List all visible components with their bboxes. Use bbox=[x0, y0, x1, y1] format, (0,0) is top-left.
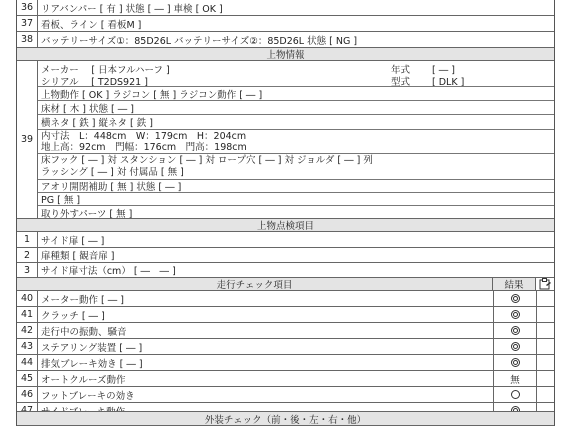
row-text: 看板、ライン [ 看板M ] bbox=[41, 19, 142, 31]
row-text: メーター動作 [ ― ] bbox=[38, 291, 494, 306]
circle-icon bbox=[511, 390, 520, 399]
year-field: 年式 [ ― ] bbox=[391, 65, 455, 76]
list-item bbox=[17, 16, 554, 32]
list-item bbox=[17, 263, 554, 278]
row-number: 37 bbox=[17, 16, 38, 31]
row-text: 排気ブレーキ効き [ ― ] bbox=[38, 355, 494, 370]
section-header-inspect bbox=[17, 219, 554, 232]
row-text: フットブレーキの効き bbox=[38, 387, 494, 402]
list-item bbox=[17, 371, 554, 387]
row-number: 2 bbox=[17, 248, 38, 262]
row-text: リアバンパー [ 有 ] 状態 [ ― ] 車検 [ OK ] bbox=[41, 3, 223, 15]
result-cell bbox=[494, 323, 537, 338]
model-field: 型式 [ DLK ] bbox=[391, 77, 465, 87]
list-item bbox=[17, 248, 554, 263]
result-cell bbox=[494, 291, 537, 306]
list-item bbox=[17, 291, 554, 307]
result-cell bbox=[494, 355, 537, 370]
result-text: 無 bbox=[494, 371, 537, 386]
row-text: クラッチ [ ― ] bbox=[38, 307, 494, 322]
row-number: 42 bbox=[17, 323, 38, 338]
row-number: 44 bbox=[17, 355, 38, 370]
row-text: サイド扉寸法（cm） [ ― ― ] bbox=[41, 266, 176, 277]
dims-cell bbox=[38, 130, 554, 154]
row-number: 40 bbox=[17, 291, 38, 306]
list-item bbox=[17, 323, 554, 339]
row-number: 1 bbox=[17, 232, 38, 247]
dims-line-1: 内寸法 L：448cm W：179cm H：204cm bbox=[41, 131, 247, 142]
row-number: 41 bbox=[17, 307, 38, 322]
row-number: 46 bbox=[17, 387, 38, 402]
list-item bbox=[17, 232, 554, 248]
list-item bbox=[17, 32, 554, 48]
upper-info-block bbox=[17, 61, 554, 219]
neta-cell: 横ネタ [ 鉄 ] 縦ネタ [ 鉄 ] bbox=[38, 115, 554, 130]
result-cell bbox=[494, 339, 537, 354]
row-text: 扉種類 [ 観音扉 ] bbox=[41, 251, 115, 262]
section-header-upper bbox=[17, 48, 554, 61]
hooks-cell bbox=[38, 154, 554, 180]
double-circle-icon bbox=[511, 342, 520, 351]
aori-cell: アオリ開閉補助 [ 無 ] 状態 [ ― ] bbox=[38, 180, 554, 193]
section-title: 外装チェック（前・後・左・右・他） bbox=[204, 414, 367, 426]
maker-field: メーカー [ 日本フルハーフ ] bbox=[41, 65, 170, 76]
row-number: 36 bbox=[17, 0, 38, 15]
hooks-line-2: ラッシング [ ― ] 対 付属品 [ 無 ] bbox=[41, 167, 184, 178]
double-circle-icon bbox=[511, 294, 520, 303]
maker-cell bbox=[38, 61, 554, 87]
double-circle-icon bbox=[511, 358, 520, 367]
hooks-line-1: 床フック [ ― ] 対 スタンション [ ― ] 対 ロープ穴 [ ― ] 対 ジョルダ [ ― ] 列 bbox=[41, 155, 373, 166]
row-text: バッテリーサイズ①：85D26L バッテリーサイズ②：85D26L 状態 [ NG ] bbox=[41, 35, 358, 47]
pg-cell: PG [ 無 ] bbox=[38, 193, 554, 206]
section-title: 走行チェック項目 bbox=[17, 278, 493, 290]
row-number: 38 bbox=[17, 32, 38, 47]
list-item bbox=[17, 339, 554, 355]
removable-cell: 取り外すパーツ [ 無 ] bbox=[38, 206, 554, 219]
upper-info-cells bbox=[38, 61, 554, 218]
row-text: 走行中の振動、騒音 bbox=[38, 323, 494, 338]
row-number: 45 bbox=[17, 371, 38, 386]
result-header: 結果 bbox=[493, 278, 536, 290]
result-cell bbox=[494, 307, 537, 322]
section-title: 上物点検項目 bbox=[256, 221, 314, 232]
row-text: オートクルーズ動作 bbox=[38, 371, 494, 386]
serial-field: シリアル [ T2DS921 ] bbox=[41, 77, 148, 87]
section-title: 上物情報 bbox=[266, 50, 305, 61]
floor-cell: 床材 [ 木 ] 状態 [ ― ] bbox=[38, 101, 554, 115]
row-number: 3 bbox=[17, 263, 38, 277]
double-circle-icon bbox=[511, 326, 520, 335]
result-cell bbox=[494, 387, 537, 402]
list-item bbox=[17, 307, 554, 323]
section-header-drive bbox=[17, 278, 554, 291]
row-text: ステアリング装置 [ ― ] bbox=[38, 339, 494, 354]
row-number: 39 bbox=[17, 61, 38, 218]
double-circle-icon bbox=[511, 310, 520, 319]
section-header-exterior bbox=[17, 411, 554, 426]
operation-cell: 上物動作 [ OK ] ラジコン [ 無 ] ラジコン動作 [ ― ] bbox=[38, 87, 554, 101]
dims-line-2: 地上高：92cm 門幅：176cm 門高：198cm bbox=[41, 142, 247, 153]
clipboard-icon[interactable] bbox=[536, 278, 554, 290]
list-item bbox=[17, 355, 554, 371]
row-text: サイド扉 [ ― ] bbox=[41, 235, 105, 247]
list-item bbox=[17, 0, 554, 16]
row-number: 43 bbox=[17, 339, 38, 354]
inspection-sheet bbox=[16, 0, 555, 426]
list-item bbox=[17, 387, 554, 403]
